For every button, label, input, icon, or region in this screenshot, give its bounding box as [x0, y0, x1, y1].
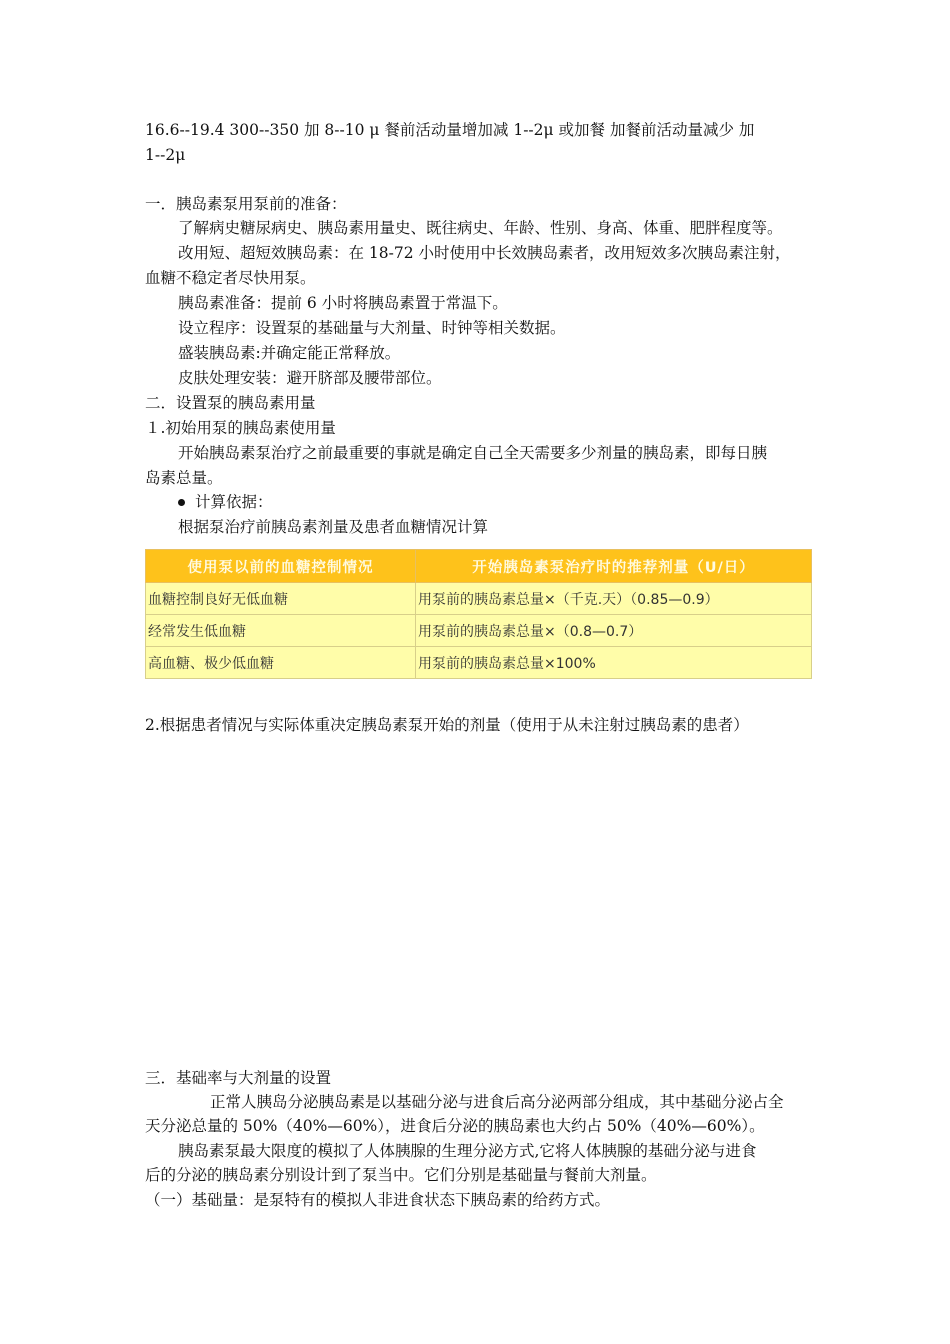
top-row-line-2: 1--2μ [145, 146, 186, 164]
table-cell-dose: 用泵前的胰岛素总量×（0.8—0.7） [416, 615, 812, 647]
calc-basis-text: 根据泵治疗前胰岛素剂量及患者血糖情况计算 [178, 518, 489, 536]
prep-item-history: 了解病史糖尿病史、胰岛素用量史、既往病史、年龄、性别、身高、体重、肥胖程度等。 [178, 219, 783, 237]
section-3-heading: 三．基础率与大剂量的设置 [145, 1069, 332, 1087]
dose-table-header-control: 使用泵以前的血糖控制情况 [146, 550, 416, 583]
table-cell-condition: 血糖控制良好无低血糖 [146, 583, 416, 615]
section-2-heading: 二．设置泵的胰岛素用量 [145, 394, 316, 412]
section-3-basal-rate: （一）基础量：是泵特有的模拟人非进食状态下胰岛素的给药方式。 [145, 1191, 611, 1209]
table-cell-condition: 经常发生低血糖 [146, 615, 416, 647]
dose-table-header-dose: 开始胰岛素泵治疗时的推荐剂量（U/日） [416, 550, 812, 583]
section-3-para-1-line-2: 天分泌总量的 50%（40%—60%），进食后分泌的胰岛素也大约占 50%（40%—60%）。 [145, 1117, 765, 1135]
dose-table [145, 549, 812, 679]
section-1-heading: 一．胰岛素泵用泵前的准备： [145, 195, 347, 213]
section-2-sub-1: １.初始用泵的胰岛素使用量 [145, 419, 336, 437]
table-row [146, 615, 812, 647]
section-3-para-2-line-2: 后的分泌的胰岛素分别设计到了泵当中。它们分别是基础量与餐前大剂量。 [145, 1166, 657, 1184]
prep-item-program: 设立程序：设置泵的基础量与大剂量、时钟等相关数据。 [178, 319, 566, 337]
section-3-para-2-line-1: 胰岛素泵最大限度的模拟了人体胰腺的生理分泌方式,它将人体胰腺的基础分泌与进食 [178, 1142, 757, 1160]
calc-basis-label: 计算依据： [195, 493, 273, 511]
prep-item-fill: 盛装胰岛素:并确定能正常释放。 [178, 344, 401, 362]
table-cell-condition: 高血糖、极少低血糖 [146, 647, 416, 679]
table-row [146, 583, 812, 615]
prep-item-skin: 皮肤处理安装：避开脐部及腰带部位。 [178, 369, 442, 387]
table-cell-dose: 用泵前的胰岛素总量×100% [416, 647, 812, 679]
top-row-line-1: 16.6--19.4 300--350 加 8--10 μ 餐前活动量增加减 1--2μ 或加餐 加餐前活动量减少 加 [145, 121, 755, 139]
section-3-para-1-line-1: 正常人胰岛分泌胰岛素是以基础分泌与进食后高分泌两部分组成，其中基础分泌占全 [210, 1093, 784, 1111]
table-row [146, 647, 812, 679]
dose-table-header-row [146, 550, 812, 583]
table-cell-dose: 用泵前的胰岛素总量×（千克.天）（0.85—0.9） [416, 583, 812, 615]
prep-item-switch-insulin-cont: 血糖不稳定者尽快用泵。 [145, 269, 316, 287]
prep-item-insulin-prep: 胰岛素准备：提前 6 小时将胰岛素置于常温下。 [178, 294, 508, 312]
calc-basis-bullet-item [178, 490, 810, 514]
section-2-para-1-line-2: 岛素总量。 [145, 469, 223, 487]
prep-item-switch-insulin: 改用短、超短效胰岛素：在 18-72 小时使用中长效胰岛素者，改用短效多次胰岛素注射， [178, 244, 791, 262]
section-2-sub-2: 2.根据患者情况与实际体重决定胰岛素泵开始的剂量（使用于从未注射过胰岛素的患者） [145, 716, 749, 734]
section-2-para-1-line-1: 开始胰岛素泵治疗之前最重要的事就是确定自己全天需要多少剂量的胰岛素，即每日胰 [178, 444, 768, 462]
bullet-icon [178, 499, 185, 506]
